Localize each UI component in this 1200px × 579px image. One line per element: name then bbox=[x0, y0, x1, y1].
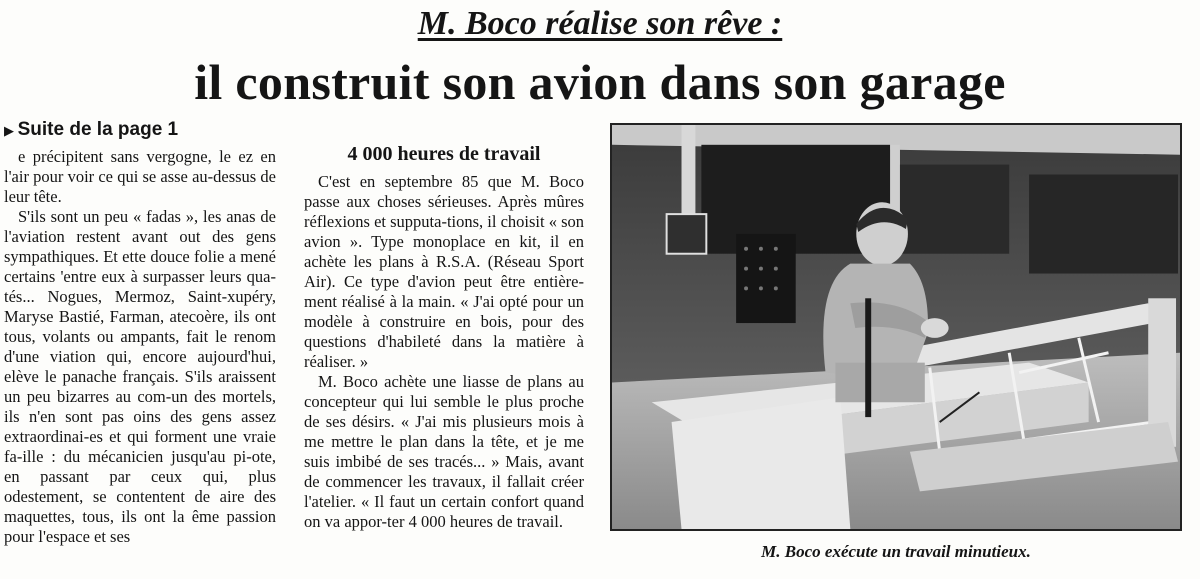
triangle-icon: ▶ bbox=[4, 123, 18, 138]
photo-caption: M. Boco exécute un travail minutieux. bbox=[761, 542, 1031, 561]
workshop-photo bbox=[610, 123, 1182, 531]
section-subhead: 4 000 heures de travail bbox=[347, 143, 541, 165]
article-column-2 bbox=[304, 118, 584, 579]
paragraph: C'est en septembre 85 que M. Boco passe aux choses sérieuses. Après mûres réflexions et supputa-tions, il choisit « son avion ». Type monoplace en kit, il en achète les plans à R.S.A. (Réseau Sport Air). Ce type d'avion peut être entière-ment réalisé à la main. « J'ai opté pour un modèle à construire en bois, pour des questions d'habileté dans la matière à réaliser. » bbox=[304, 172, 584, 371]
continuation-text: Suite de la page 1 bbox=[17, 119, 179, 140]
workshop-photo-illustration bbox=[612, 125, 1180, 529]
headline: il construit son avion dans son garage bbox=[194, 54, 1006, 110]
article-column-1 bbox=[4, 118, 276, 579]
paragraph: M. Boco achète une liasse de plans au concepteur qui lui semble le plus proche de ses désirs. « J'ai mis plusieurs mois à me mettre le plan dans la tête, et je me suis imbibé de ses tracés... » Mais, avant de commencer les travaux, il fallait créer l'atelier. « Il faut un certain confort quand on va appor-ter 4 000 heures de travail. bbox=[304, 372, 584, 531]
paragraph: e précipitent sans vergogne, le ez en l'air pour voir ce qui se asse au-dessus de leur tête. bbox=[4, 147, 276, 206]
paragraph: S'ils sont un peu « fadas », les anas de l'aviation restent avant out des gens sympathiques. Et ette douce folie a mené certains 'entre eux à surpasser leurs qua-tés... Nogues, Mermoz, Saint-xupéry, Maryse Bastié, Farman, atecoère, ils ont tous, volants ou ampants, fait le renom d'une viation qui, encore aujourd'hui, elève le panache français. S'ils araissent un peu bizarres au com-un des mortels, ils n'en sont pas oins des gens assez extraordinai-es et qui forment une vraie fa-ille : du mécanicien jusqu'au pi-ote, en passant par ceux qui, plus odestement, se contentent de aire des maquettes, tous, ils ont la ême passion pour l'espace et ses bbox=[4, 207, 276, 546]
kicker-title: M. Boco réalise son rêve : bbox=[417, 5, 783, 42]
continuation-label bbox=[4, 118, 276, 143]
